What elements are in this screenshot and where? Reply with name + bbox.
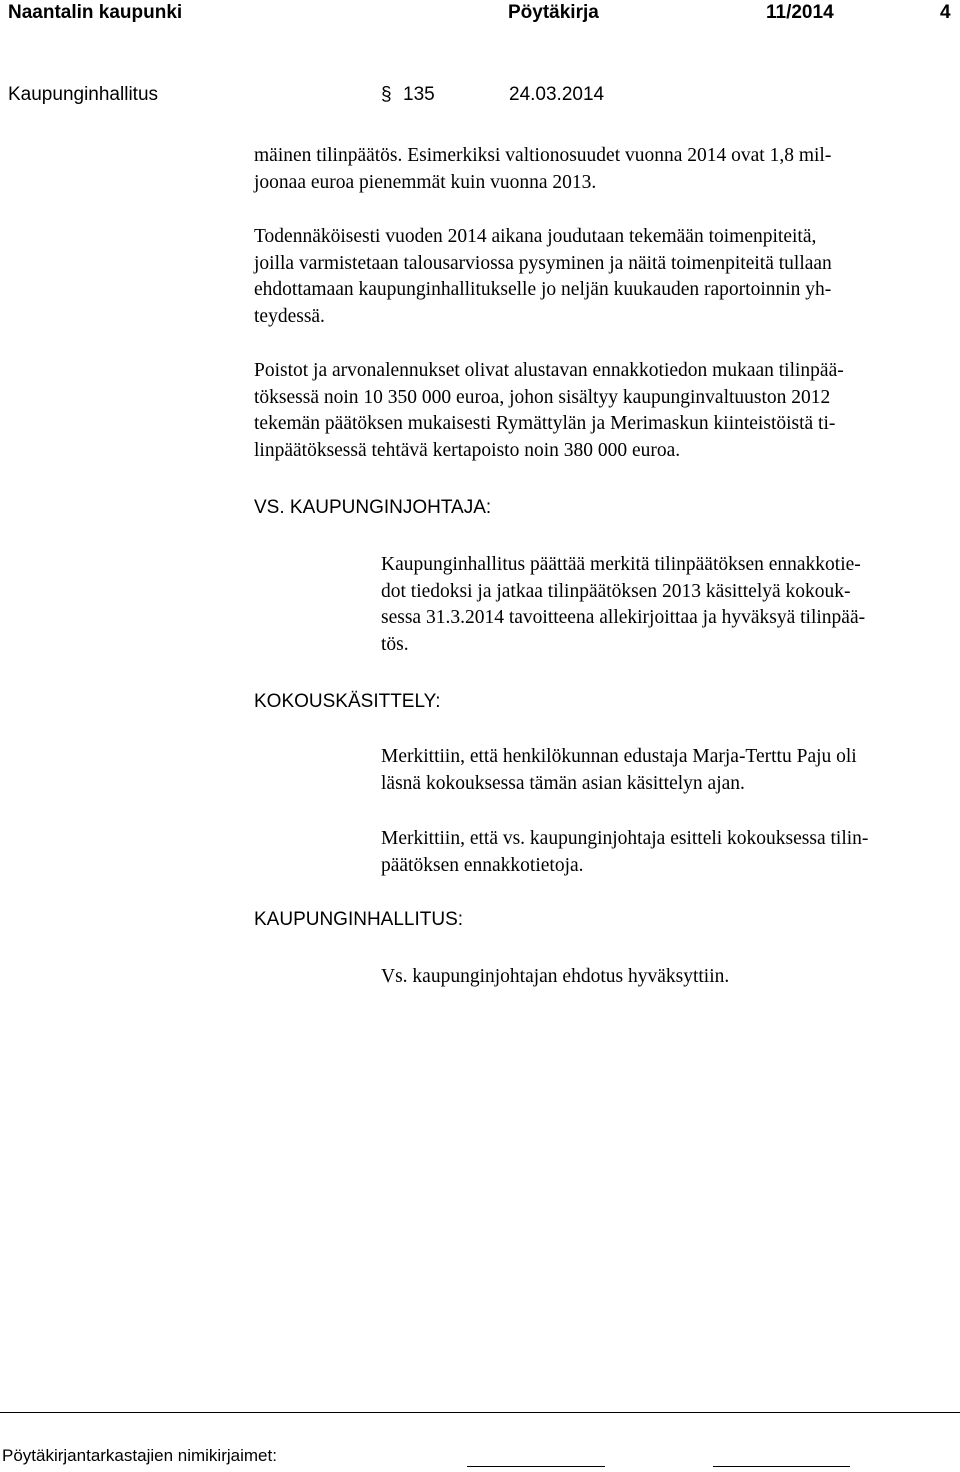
text-line: läsnä kokouksessa tämän asian käsittelyn ajan. — [381, 772, 745, 794]
text-line: Merkittiin, että vs. kaupunginjohtaja esitteli kokouksessa tilin- — [381, 828, 869, 849]
text-line: sessa 31.3.2014 tavoitteena allekirjoittaa ja hyväksyä tilinpää- — [381, 607, 866, 628]
text-line: töksessä noin 10 350 000 euroa, johon sisältyy kaupunginvaltuuston 2012 — [254, 386, 831, 408]
text-line: teydessä. — [254, 305, 325, 327]
text-line: joonaa euroa pienemmät kuin vuonna 2013. — [254, 171, 597, 193]
meeting-note-1 — [381, 744, 857, 797]
governing-body: Kaupunginhallitus — [8, 84, 159, 105]
paragraph-financial-statement — [254, 143, 831, 196]
text-line: tös. — [381, 633, 409, 655]
decision-text — [381, 964, 729, 991]
text-line: Todennäköisesti vuoden 2014 aikana joudutaan tekemään toimenpiteitä, — [254, 226, 817, 247]
section-number: 135 — [403, 84, 435, 105]
text-line: linpäätöksessä tehtävä kertapoisto noin 380 000 euroa. — [254, 439, 681, 461]
text-line: tekemän päätöksen mukaisesti Rymättylän ja Merimaskun kiinteistöistä ti- — [254, 413, 836, 434]
document-type: Pöytäkirja — [508, 2, 599, 23]
proposal-text — [381, 552, 865, 658]
signature-label: Pöytäkirjantarkastajien nimikirjaimet: — [2, 1446, 277, 1465]
signature-line — [467, 1466, 605, 1467]
section-label-mayor: VS. KAUPUNGINJOHTAJA: — [254, 497, 492, 518]
text-line: Vs. kaupunginjohtajan ehdotus hyväksyttiin. — [381, 966, 730, 987]
text-line: Poistot ja arvonalennukset olivat alustavan ennakkotiedon mukaan tilinpää- — [254, 360, 844, 381]
signature-line — [713, 1466, 850, 1467]
section-label-meeting: KOKOUSKÄSITTELY: — [254, 691, 441, 712]
section-label-board: KAUPUNGINHALLITUS: — [254, 909, 464, 930]
organization-name: Naantalin kaupunki — [8, 2, 183, 23]
section-symbol: § — [381, 84, 392, 105]
text-line: mäinen tilinpäätös. Esimerkiksi valtionosuudet vuonna 2014 ovat 1,8 mil- — [254, 145, 832, 166]
text-line: joilla varmistetaan talousarviossa pysyminen ja näitä toimenpiteitä tullaan — [254, 252, 832, 274]
paragraph-measures — [254, 224, 832, 330]
issue-number: 11/2014 — [766, 2, 834, 23]
text-line: ehdottamaan kaupunginhallitukselle jo neljän kuukauden raportoinnin yh- — [254, 279, 832, 300]
paragraph-depreciation — [254, 358, 844, 464]
text-line: dot tiedoksi ja jatkaa tilinpäätöksen 2013 käsittelyä kokouk- — [381, 580, 851, 602]
footer-divider — [0, 1412, 960, 1413]
meeting-note-2 — [381, 826, 868, 879]
page-number: 4 — [940, 2, 951, 23]
text-line: Kaupunginhallitus päättää merkitä tilinpäätöksen ennakkotie- — [381, 554, 861, 575]
meeting-date: 24.03.2014 — [509, 84, 605, 105]
text-line: päätöksen ennakkotietoja. — [381, 854, 584, 876]
text-line: Merkittiin, että henkilökunnan edustaja Marja-Terttu Paju oli — [381, 746, 857, 767]
